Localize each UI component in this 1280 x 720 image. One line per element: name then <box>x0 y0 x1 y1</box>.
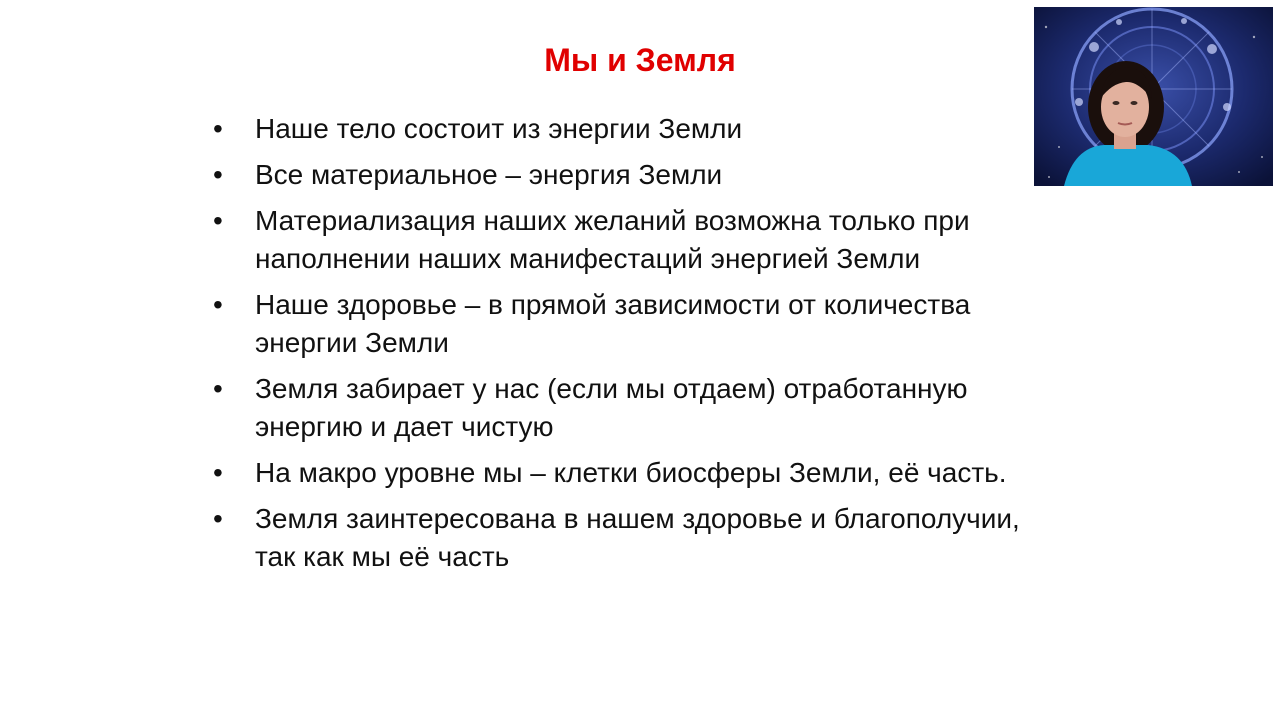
presenter-webcam-icon <box>1034 7 1273 186</box>
bullet-item <box>213 202 1033 278</box>
bullet-icon: • <box>213 113 223 144</box>
bullet-icon: • <box>213 159 223 190</box>
bullet-text: Земля заинтересована в нашем здоровье и благополучии, так как мы её часть <box>255 503 1020 572</box>
bullet-item <box>213 500 1033 576</box>
bullet-item <box>213 286 1033 362</box>
bullet-item <box>213 110 1033 148</box>
bullet-icon: • <box>213 373 223 404</box>
bullet-text: Земля забирает у нас (если мы отдаем) отработанную энергию и дает чистую <box>255 373 968 442</box>
bullet-text: Все материальное – энергия Земли <box>255 159 723 190</box>
bullet-item <box>213 454 1033 492</box>
bullet-list <box>213 110 1033 584</box>
bullet-text: На макро уровне мы – клетки биосферы Земли, её часть. <box>255 457 1007 488</box>
bullet-text: Наше тело состоит из энергии Земли <box>255 113 743 144</box>
bullet-icon: • <box>213 503 223 534</box>
bullet-icon: • <box>213 205 223 236</box>
slide-title: Мы и Земля <box>544 42 736 78</box>
bullet-item <box>213 156 1033 194</box>
presenter-webcam <box>1034 7 1273 186</box>
bullet-text: Наше здоровье – в прямой зависимости от количества энергии Земли <box>255 289 971 358</box>
bullet-text: Материализация наших желаний возможна только при наполнении наших манифестаций энергией Земли <box>255 205 970 274</box>
bullet-icon: • <box>213 289 223 320</box>
bullet-item <box>213 370 1033 446</box>
bullet-icon: • <box>213 457 223 488</box>
